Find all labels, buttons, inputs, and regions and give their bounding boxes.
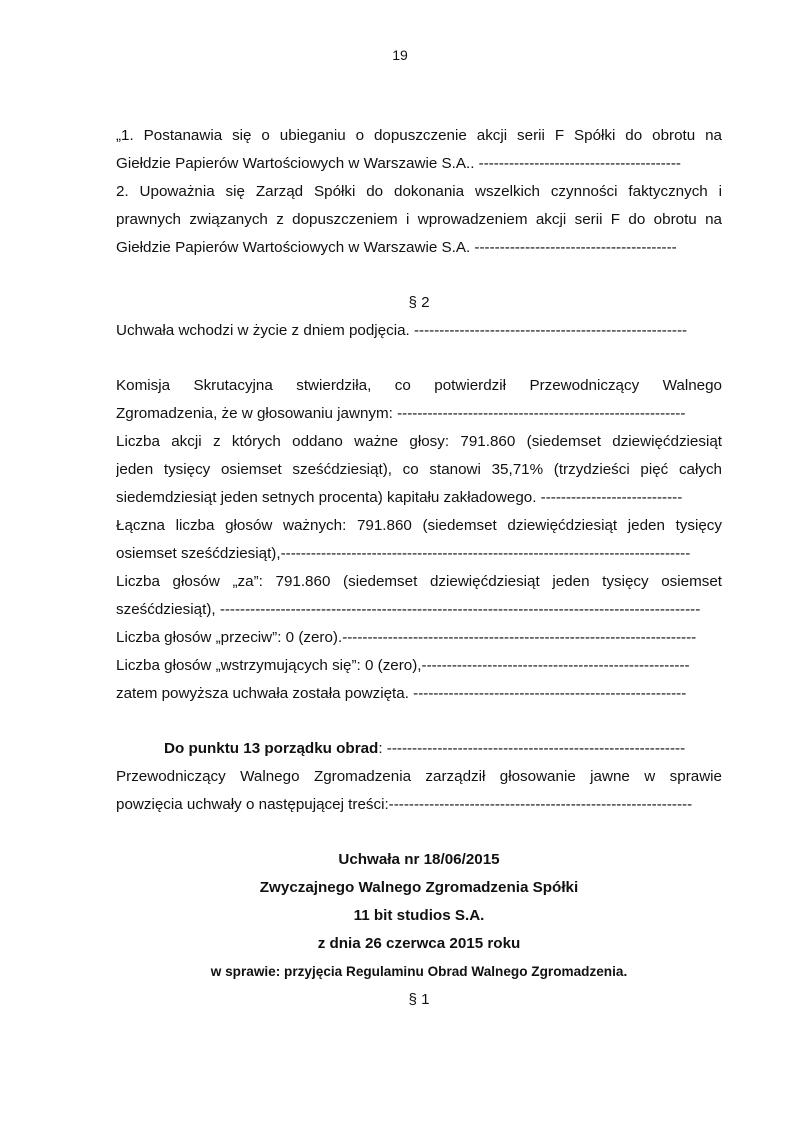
- vote-line-1: Komisja Skrutacyjna stwierdziła, co potwierdził Przewodniczący Walnego: [116, 377, 722, 394]
- point-13-heading: [116, 735, 722, 763]
- vote-line-10: Liczba głosów „przeciw”: 0 (zero).----------------------------------------------------------------------: [116, 629, 697, 646]
- resolution-point-2-line-1: 2. Upoważnia się Zarząd Spółki do dokonania wszelkich czynności faktycznych i: [116, 183, 722, 200]
- vote-line-7: osiemset sześćdziesiąt),---------------------------------------------------------------------------------: [116, 545, 691, 562]
- point-13-line-2: powzięcia uchwały o następującej treści:------------------------------------------------------------: [116, 796, 693, 813]
- vote-line-5: siedemdziesiąt jeden setnych procenta) kapitału zakładowego. ----------------------------: [116, 489, 683, 506]
- point-13-heading-bold: Do punktu 13 porządku obrad: [164, 740, 379, 757]
- vote-line-3: Liczba akcji z których oddano ważne głosy: 791.860 (siedemset dziewięćdziesiąt: [116, 433, 722, 450]
- vote-line-6: Łączna liczba głosów ważnych: 791.860 (siedemset dziewięćdziesiąt jeden tysięcy: [116, 517, 722, 534]
- resolution-assembly: Zwyczajnego Walnego Zgromadzenia Spółki: [259, 879, 579, 896]
- resolution-point-2-line-2: prawnych związanych z dopuszczeniem i wprowadzeniem akcji serii F do obrotu na: [116, 211, 722, 228]
- document-body: [116, 122, 722, 1014]
- resolution-point-1-line-2: Giełdzie Papierów Wartościowych w Warszawie S.A.. ----------------------------------------: [116, 155, 681, 172]
- vote-line-9: sześćdziesiąt), -----------------------------------------------------------------------------------------------: [116, 601, 701, 618]
- resolution-company: 11 bit studios S.A.: [353, 907, 485, 924]
- vote-line-12: zatem powyższa uchwała została powzięta. ------------------------------------------------------: [116, 685, 687, 702]
- resolution-point-1-line-1: „1. Postanawia się o ubieganiu o dopuszczenie akcji serii F Spółki do obrotu na: [116, 127, 722, 144]
- section-2-heading: § 2: [408, 294, 430, 311]
- resolution-title: Uchwała nr 18/06/2015: [338, 851, 500, 868]
- point-13-heading-rest: : -----------------------------------------------------------: [378, 740, 686, 757]
- vote-line-4: jeden tysięcy osiemset sześćdziesiąt), co stanowi 35,71% (trzydzieści pięć całych: [116, 461, 722, 478]
- vote-line-11: Liczba głosów „wstrzymujących się”: 0 (zero),-----------------------------------------------------: [116, 657, 690, 674]
- resolution-date: z dnia 26 czerwca 2015 roku: [317, 935, 521, 952]
- vote-line-8: Liczba głosów „za”: 791.860 (siedemset dziewięćdziesiąt jeden tysięcy osiemset: [116, 573, 722, 590]
- page-number: 19: [392, 47, 408, 63]
- point-13-line-1: Przewodniczący Walnego Zgromadzenia zarządził głosowanie jawne w sprawie: [116, 768, 722, 785]
- resolution-section-1-heading: § 1: [408, 991, 430, 1008]
- vote-line-2: Zgromadzenia, że w głosowaniu jawnym: ---------------------------------------------------------: [116, 405, 686, 422]
- resolution-point-2-line-3: Giełdzie Papierów Wartościowych w Warszawie S.A. ----------------------------------------: [116, 239, 677, 256]
- resolution-subject: w sprawie: przyjęcia Regulaminu Obrad Walnego Zgromadzenia.: [210, 964, 628, 979]
- section-2-text: Uchwała wchodzi w życie z dniem podjęcia. ------------------------------------------------------: [116, 322, 688, 339]
